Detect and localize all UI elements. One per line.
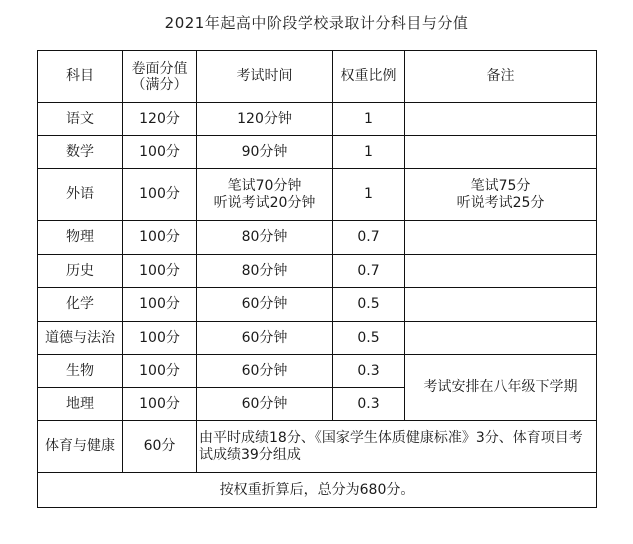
weight-cell: 0.3 bbox=[333, 388, 405, 421]
time-cell: 80分钟 bbox=[197, 255, 333, 288]
time-cell: 60分钟 bbox=[197, 288, 333, 322]
note-cell bbox=[405, 103, 597, 136]
weight-cell: 1 bbox=[333, 103, 405, 136]
weight-cell: 0.7 bbox=[333, 255, 405, 288]
page-title: 2021年起高中阶段学校录取计分科目与分值 bbox=[164, 14, 469, 32]
table-row bbox=[38, 136, 597, 169]
subject-cell: 物理 bbox=[38, 221, 123, 255]
scoring-table bbox=[37, 50, 597, 508]
header-time: 考试时间 bbox=[197, 51, 333, 103]
table-row bbox=[38, 169, 597, 221]
time-cell: 60分钟 bbox=[197, 322, 333, 355]
weight-cell: 0.7 bbox=[333, 221, 405, 255]
note-cell bbox=[405, 169, 597, 221]
subject-cell: 数学 bbox=[38, 136, 123, 169]
header-subject: 科目 bbox=[38, 51, 123, 103]
header-note: 备注 bbox=[405, 51, 597, 103]
table-row bbox=[38, 103, 597, 136]
time-cell: 80分钟 bbox=[197, 221, 333, 255]
weight-cell: 1 bbox=[333, 169, 405, 221]
note-line: 笔试75分 bbox=[470, 177, 531, 194]
time-cell bbox=[197, 169, 333, 221]
score-cell: 100分 bbox=[123, 322, 197, 355]
score-cell: 120分 bbox=[123, 103, 197, 136]
header-score-line1: 卷面分值 bbox=[131, 60, 188, 77]
weight-cell: 0.3 bbox=[333, 355, 405, 388]
subject-cell: 化学 bbox=[38, 288, 123, 322]
table-row bbox=[38, 221, 597, 255]
time-line: 笔试70分钟 bbox=[227, 177, 302, 194]
time-line: 听说考试20分钟 bbox=[213, 194, 316, 211]
note-cell bbox=[405, 322, 597, 355]
score-cell: 100分 bbox=[123, 355, 197, 388]
table-row bbox=[38, 288, 597, 322]
score-cell: 100分 bbox=[123, 136, 197, 169]
header-weight: 权重比例 bbox=[333, 51, 405, 103]
table-row bbox=[38, 255, 597, 288]
score-cell: 100分 bbox=[123, 169, 197, 221]
header-score-line2: （满分） bbox=[131, 76, 188, 93]
header-score bbox=[123, 51, 197, 103]
weight-cell: 0.5 bbox=[333, 288, 405, 322]
exam-schedule-note: 考试安排在八年级下学期 bbox=[405, 355, 597, 421]
score-cell: 100分 bbox=[123, 221, 197, 255]
weight-cell: 1 bbox=[333, 136, 405, 169]
subject-cell: 体育与健康 bbox=[38, 421, 123, 473]
note-line: 听说考试25分 bbox=[456, 194, 545, 211]
note-cell bbox=[405, 136, 597, 169]
score-cell: 100分 bbox=[123, 255, 197, 288]
time-cell: 90分钟 bbox=[197, 136, 333, 169]
score-cell: 100分 bbox=[123, 388, 197, 421]
pe-description: 由平时成绩18分、《国家学生体质健康标准》3分、体育项目考试成绩39分组成 bbox=[197, 421, 597, 473]
table-row bbox=[38, 322, 597, 355]
note-cell bbox=[405, 288, 597, 322]
table-row bbox=[38, 355, 597, 388]
total-score-note: 按权重折算后，总分为680分。 bbox=[38, 473, 597, 508]
note-cell bbox=[405, 221, 597, 255]
subject-cell: 外语 bbox=[38, 169, 123, 221]
subject-cell: 地理 bbox=[38, 388, 123, 421]
subject-cell: 历史 bbox=[38, 255, 123, 288]
time-cell: 60分钟 bbox=[197, 388, 333, 421]
score-cell: 100分 bbox=[123, 288, 197, 322]
subject-cell: 道德与法治 bbox=[38, 322, 123, 355]
weight-cell: 0.5 bbox=[333, 322, 405, 355]
time-cell: 120分钟 bbox=[197, 103, 333, 136]
table-header-row bbox=[38, 51, 597, 103]
note-cell bbox=[405, 255, 597, 288]
table-footer-row bbox=[38, 473, 597, 508]
time-cell: 60分钟 bbox=[197, 355, 333, 388]
subject-cell: 语文 bbox=[38, 103, 123, 136]
score-cell: 60分 bbox=[123, 421, 197, 473]
subject-cell: 生物 bbox=[38, 355, 123, 388]
table-row-pe bbox=[38, 421, 597, 473]
